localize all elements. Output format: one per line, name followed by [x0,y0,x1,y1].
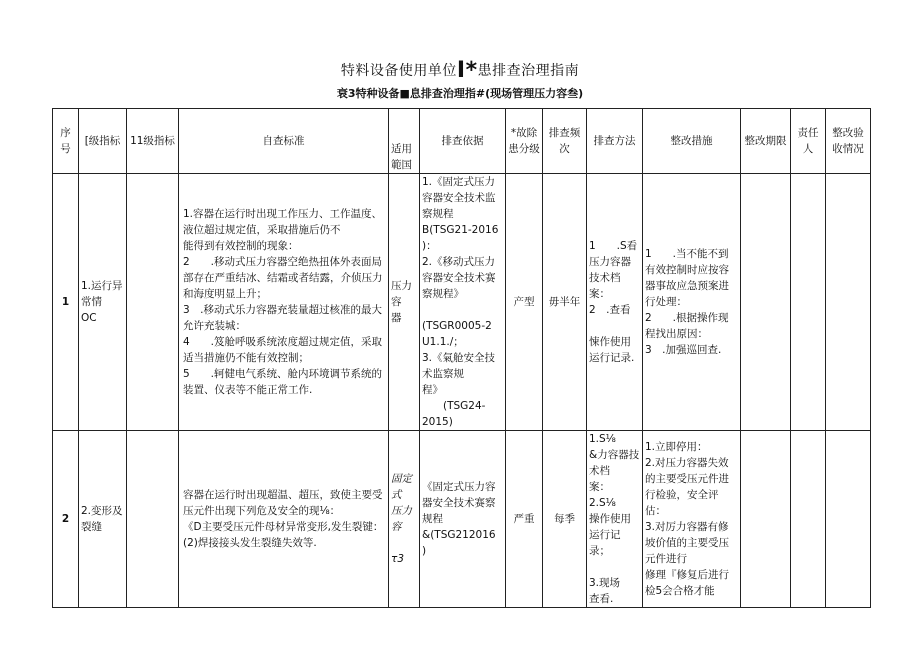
header-acceptance: 整改验 收情况 [826,109,871,174]
cell-level2 [127,431,179,608]
cell-grade: 严重 [506,431,543,608]
header-measure: 整改措施 [643,109,741,174]
cell-standard: 容器在运行时出现超温、超压，致使主要受压元件出现下列危及安全的现⅛： 《D主要受压元件母材异常变形,发生裂键： (2)焊接接头发生裂缝失效等. [179,431,389,608]
header-level2: 11级指标 [127,109,179,174]
cell-measure: 1 .当不能不到有效控制时应按容器事故应急预案进行处理： 2 .根据操作现程找出原因： 3 .加强巡回查. [643,174,741,431]
document-title [0,58,920,83]
cell-method: 1.S⅛ &力容器技术档 案： 2.S⅛ 操作使用运行记录； 3.现场 查看. [587,431,643,608]
cell-basis: 1.《固定式压力容器安全技术监察规程 B(TSG21-2016 )： 2.《移动式压力容器安全技术赛察规程》 (TSGR0005-2 U1.1./； 3.《氣舱安全技术监察规 程》 (TSG24-2015) [420,174,506,431]
table-row [53,174,871,431]
hazard-table [52,108,871,608]
cell-freq: 每季 [543,431,587,608]
header-level1: [级指标 [79,109,127,174]
cell-grade: 产型 [506,174,543,431]
title-left: 特料设备使用单位 [340,63,457,79]
cell-method: 1 .S看压力容器技术档案： 2 .查看 悚作使用运行记录. [587,174,643,431]
cell-seq: 2 [53,431,79,608]
cell-basis: 《固定式压力容器安全技术赛察规程 &(TSG212016 ) [420,431,506,608]
header-deadline: 整改期限 [741,109,791,174]
header-basis: 排查依据 [420,109,506,174]
header-seq: 序 号 [53,109,79,174]
table-row [53,431,871,608]
cell-scope: 固定 式 压力 容 τ3 [389,431,420,608]
header-freq: 排查频次 [543,109,587,174]
cell-standard: 1.容器在运行时出现工作压力、工作温度、液位超过规定值，采取措施后仍不 能得到有效控制的现象： 2 .移动式压力容器空绝热扭体外表面局部存在严重结冰、结霜或者结露，介侦压力和海度明显上升； 3 .移动式乐力容器充装量超过核准的最大允许充装城： 4 .笈舱呼吸系统浓度超过规定值，采取适当措施仍不能有效控制； 5 .轲健电气系统、舱内环境调节系统的装置、仪表等不能正常工作. [179,174,389,431]
header-method: 排查方法 [587,109,643,174]
cell-owner [791,174,826,431]
header-owner: 责任人 [791,109,826,174]
cell-deadline [741,174,791,431]
cell-owner [791,431,826,608]
cell-measure: 1.立即停用： 2.对压力容器失效的主要受压元件进行检验，安全评估： 3.对厉力容器有修坡价值的主要受压元件进行 修理『修复后进行检5会合格才能 [643,431,741,608]
header-scope: 适用 範国 [389,109,420,174]
header-standard: 自查标准 [179,109,389,174]
title-right: 患排查治理指南 [477,63,580,79]
cell-level2 [127,174,179,431]
header-grade: *故除 患分级 [506,109,543,174]
cell-deadline [741,431,791,608]
table-subtitle: 衰3特种设备■息排查治理指#(现场管理压力容叁) [336,87,584,100]
cell-acceptance [826,174,871,431]
cell-acceptance [826,431,871,608]
cell-seq: 1 [53,174,79,431]
cell-scope: 压力 容 器 [389,174,420,431]
cell-level1: 2.变形及裂缝 [79,431,127,608]
header-row [53,109,871,174]
cell-freq: 毋半年 [543,174,587,431]
cell-level1: 1.运行异常情 OC [79,174,127,431]
title-mark: I* [456,58,478,83]
